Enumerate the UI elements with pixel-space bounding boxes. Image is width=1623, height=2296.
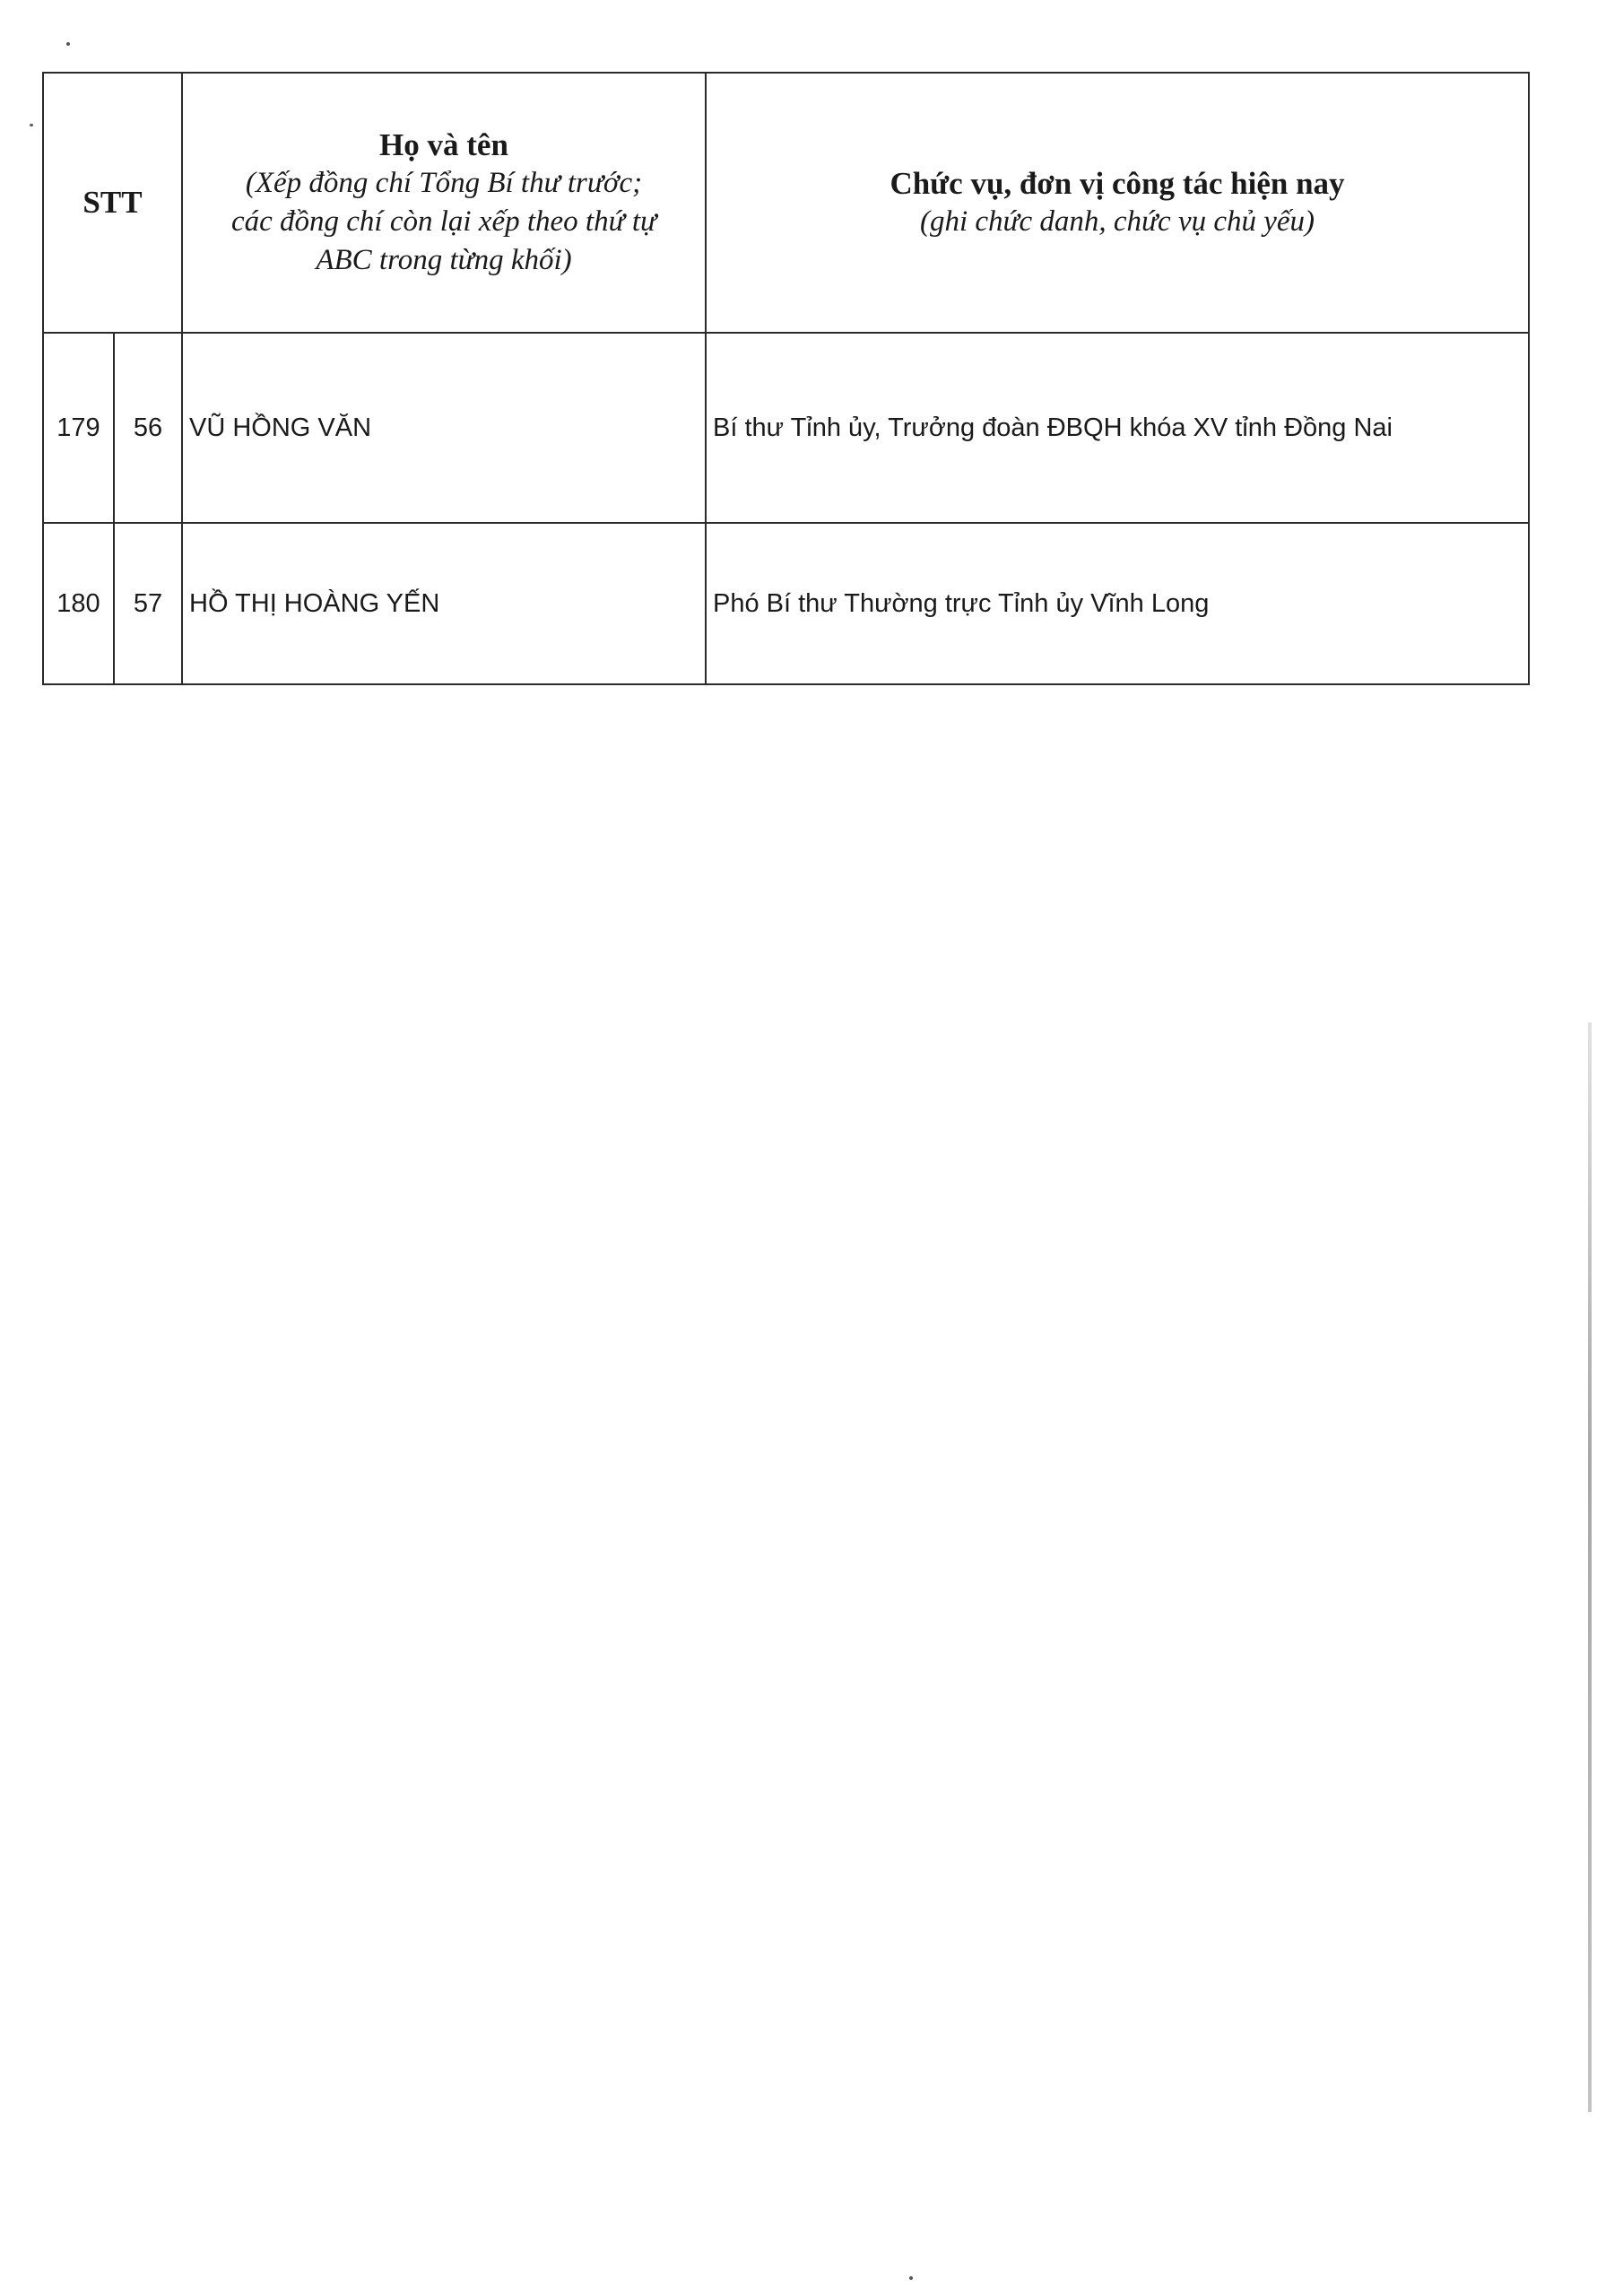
table-header-row bbox=[43, 73, 1529, 333]
role-header-note: (ghi chức danh, chức vụ chủ yếu) bbox=[919, 205, 1315, 238]
name-cell: HỒ THỊ HOÀNG YẾN bbox=[182, 523, 706, 684]
scan-edge-shadow bbox=[1588, 1022, 1592, 2112]
stt-total-cell: 179 bbox=[43, 333, 114, 523]
stt-group-cell: 57 bbox=[114, 523, 182, 684]
name-header bbox=[182, 73, 706, 333]
table-row bbox=[43, 333, 1529, 523]
name-header-note-line: các đồng chí còn lại xếp theo thứ tự bbox=[230, 205, 657, 238]
role-cell: Bí thư Tỉnh ủy, Trưởng đoàn ĐBQH khóa XV tỉnh Đồng Nai bbox=[706, 333, 1529, 523]
scan-speck bbox=[909, 2276, 913, 2280]
scan-speck bbox=[66, 42, 70, 46]
personnel-table bbox=[42, 72, 1530, 685]
stt-total-cell: 180 bbox=[43, 523, 114, 684]
stt-group-cell: 56 bbox=[114, 333, 182, 523]
name-cell: VŨ HỒNG VĂN bbox=[182, 333, 706, 523]
stt-header: STT bbox=[43, 73, 182, 333]
table-row bbox=[43, 523, 1529, 684]
role-cell: Phó Bí thư Thường trực Tỉnh ủy Vĩnh Long bbox=[706, 523, 1529, 684]
role-header bbox=[706, 73, 1529, 333]
scan-speck bbox=[30, 124, 33, 126]
role-header-title: Chức vụ, đơn vị công tác hiện nay bbox=[890, 166, 1345, 201]
name-header-note-line: ABC trong từng khối) bbox=[316, 244, 572, 276]
name-header-title: Họ và tên bbox=[379, 127, 508, 162]
name-header-note-line: (Xếp đồng chí Tổng Bí thư trước; bbox=[245, 167, 643, 199]
